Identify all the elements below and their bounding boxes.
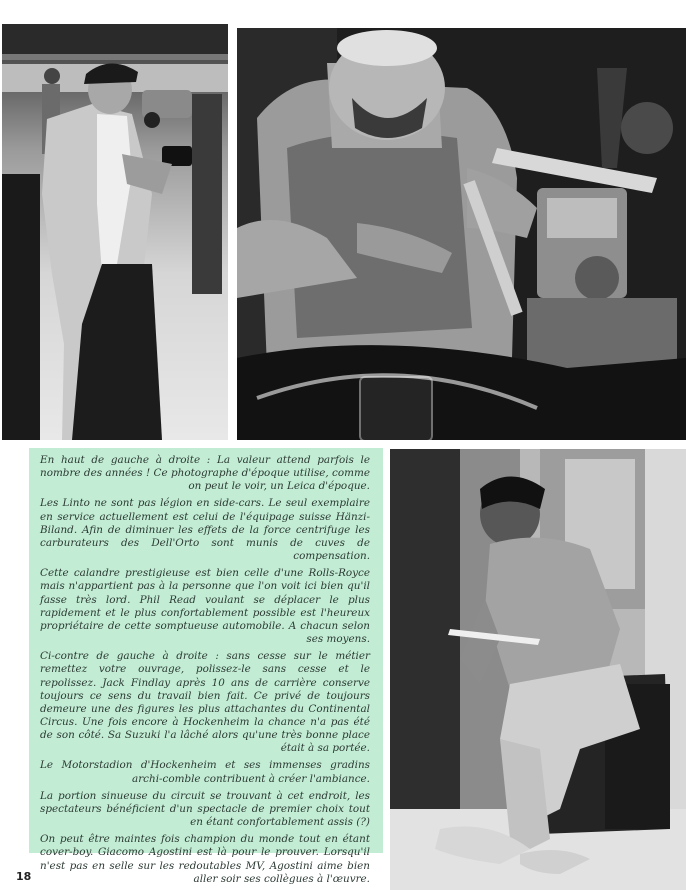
page-number: 18 [16, 870, 32, 883]
caption-paragraph: On peut être maintes fois champion du monde tout en étant cover-boy. Giacomo Agostini est là pour le prouver. Lorsqu'il n'est pas en selle sur les redoutables MV, Agostini aime bien aller soir ses collègues à l'œuvre. [40, 833, 370, 885]
caption-paragraph: Ci-contre de gauche à droite : sans cesse sur le métier remettez votre ouvrage, polissez-le sans cesse et le repolissez. Jack Findlay après 10 ans de carrière conserve toujours ce sens du travail bien fait. Ce privé de toujours demeure une des figures les plus attachantes du Continental Circus. Une fois encore à Hockenheim la chance n'a pas été de son côté. Sa Suzuki l'a lâché alors qu'une très bonne place était à sa portée. [40, 650, 370, 755]
caption-paragraph: La portion sinueuse du circuit se trouvant à cet endroit, les spectateurs bénéficient d'un spectacle de premier choix tout en étant confortablement assis (?) [40, 789, 370, 829]
watermark-logo [359, 376, 433, 440]
caption-paragraph: Le Motorstadion d'Hockenheim et ses immenses gradins archi-comble contribuent à créer l'ambiance. [40, 759, 370, 785]
photo-mechanic-engine [237, 28, 686, 440]
caption-paragraph: En haut de gauche à droite : La valeur attend parfois le nombre des années ! Ce photographe d'époque utilise, comme on peut le voir, un Leica d'époque. [40, 454, 370, 493]
photo-seated-rider [390, 449, 686, 890]
caption-paragraph: Cette calandre prestigieuse est bien celle d'une Rolls-Royce mais n'appartient pas à la personne que l'on voit ici bien qu'il fasse très lord. Phil Read voulant se déplacer le plus rapidement et le plus confortablement possible est l'heureux propriétaire de cette somptueuse automobile. A chacun selon ses moyens. [40, 567, 370, 646]
caption-panel [29, 448, 383, 885]
photo-photographer [2, 24, 228, 440]
caption-paragraph: Les Linto ne sont pas légion en side-cars. Le seul exemplaire en service actuellement est celui de l'équipage suisse Hänzi-Biland. Afin de diminuer les effets de la force centrifuge les carburateurs des Dell'Orto sont munis de cuves de compensation. [40, 497, 370, 563]
